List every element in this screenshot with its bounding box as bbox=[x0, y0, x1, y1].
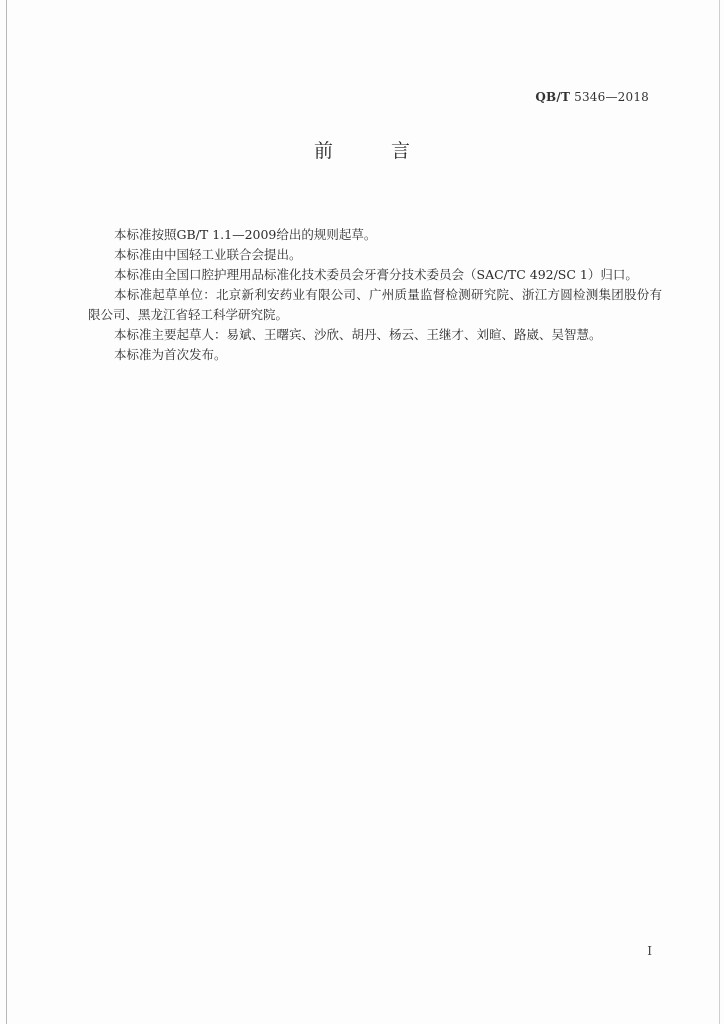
standard-code: 5346—2018 bbox=[570, 90, 649, 104]
paragraph-proposer: 本标准由中国轻工业联合会提出。 bbox=[114, 247, 302, 262]
paragraph-technical-committee: 本标准由全国口腔护理用品标准化技术委员会牙膏分技术委员会（SAC/TC 492/SC 1）归口。 bbox=[114, 267, 638, 282]
standard-number bbox=[535, 90, 649, 104]
paragraph-drafting-units: 本标准起草单位：北京新利安药业有限公司、广州质量监督检测研究院、浙江方圆检测集团股份有限公司、黑龙江省轻工科学研究院。 bbox=[88, 287, 662, 322]
paragraph-first-release: 本标准为首次发布。 bbox=[114, 347, 227, 362]
page-number: I bbox=[647, 944, 652, 958]
paragraph-main-drafters: 本标准主要起草人：易斌、王曙宾、沙欣、胡丹、杨云、王继才、刘暄、路崴、吴智慧。 bbox=[114, 327, 602, 342]
standard-prefix: QB/T bbox=[535, 90, 571, 104]
paragraph-drafting-rules: 本标准按照GB/T 1.1—2009给出的规则起草。 bbox=[114, 227, 377, 242]
page-title: 前 言 bbox=[313, 140, 437, 162]
foreword-body bbox=[88, 225, 662, 365]
